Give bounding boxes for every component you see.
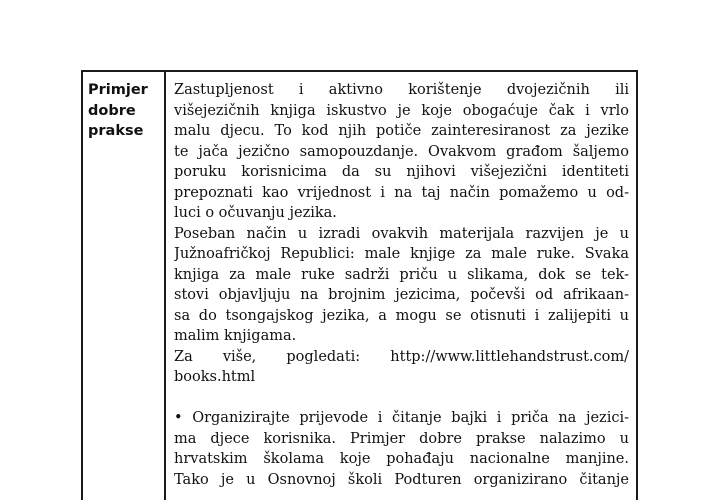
paragraph-line: stovi objavljuju na brojnim jezicima, počevši od afrikaan- xyxy=(174,287,629,303)
row-label-cell xyxy=(83,72,166,500)
row-content-cell xyxy=(166,72,636,500)
paragraph-line: prepoznati kao vrijednost i na taj način pomažemo u od- xyxy=(174,184,629,201)
paragraph-line: Zastupljenost i aktivno korištenje dvojezičnih ili xyxy=(174,82,629,98)
row-label-line: prakse xyxy=(88,123,144,139)
paragraph-line: malim knjigama. xyxy=(174,328,297,344)
paragraph-line: sa do tsongajskog jezika, a mogu se otisnuti i zalijepiti u xyxy=(174,307,629,324)
good-practice-table xyxy=(81,70,638,500)
paragraph-line: poruku korisnicima da su njihovi višejezični identiteti xyxy=(174,164,629,180)
paragraph-line: Južnoafričkoj Republici: male knjige za male ruke. Svaka xyxy=(174,246,629,262)
paragraph-line: ma djece korisnika. Primjer dobre prakse nalazimo u xyxy=(174,430,629,447)
paragraph-line: knjiga za male ruke sadrži priču u slikama, dok se tek- xyxy=(174,266,629,283)
blank-line xyxy=(174,388,629,409)
paragraph-line: te jača jezično samopouzdanje. Ovakvom građom šaljemo xyxy=(174,143,629,160)
paragraph-line: hrvatskim školama koje pohađaju nacionalne manjine. xyxy=(174,451,629,467)
paragraph-line: luci o očuvanju jezika. xyxy=(174,205,337,221)
paragraph-line: višejezičnih knjiga iskustvo je koje obogaćuje čak i vrlo xyxy=(174,102,629,119)
paragraph-line: Za više, pogledati: http://www.littlehandstrust.com/ xyxy=(174,348,629,365)
paragraph-line: Tako je u Osnovnoj školi Podturen organizirano čitanje xyxy=(174,471,629,488)
row-label-line: Primjer xyxy=(88,82,148,98)
row-label-line: dobre xyxy=(88,102,136,119)
paragraph-line: • Organizirajte prijevode i čitanje bajki i priča na jezici- xyxy=(174,410,629,426)
paragraph-line: Poseban način u izradi ovakvih materijala razvijen je u xyxy=(174,225,629,242)
paragraph-line: malu djecu. To kod njih potiče zainteresiranost za jezike xyxy=(174,123,629,139)
paragraph-line: books.html xyxy=(174,369,256,385)
